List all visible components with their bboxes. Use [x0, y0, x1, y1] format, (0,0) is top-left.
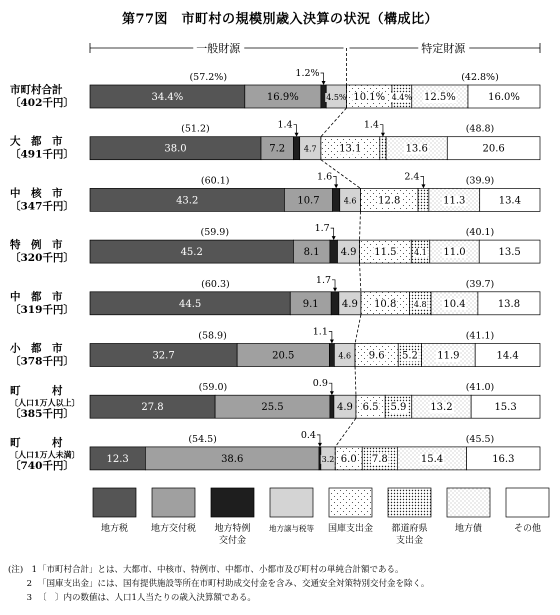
bar-rows: [10, 68, 540, 472]
callout-arrow: [318, 443, 322, 447]
row-label: 町 村: [10, 436, 63, 449]
bar-segment: [333, 188, 340, 211]
bar-segment: [331, 292, 339, 315]
bar-segment: [329, 344, 334, 367]
segment-value-label: 20.6: [482, 143, 505, 155]
segment-value-label: 4.9: [340, 247, 357, 259]
row-label: 市町村合計: [10, 84, 63, 96]
segment-value-label: 9.1: [302, 298, 319, 310]
callout-label: 1.7: [315, 274, 332, 286]
callout-arrow: [421, 184, 425, 188]
callout-arrow: [322, 81, 326, 85]
row-label: 〔人口1万人未満〕: [10, 449, 80, 460]
segment-value-label: 4.9: [341, 298, 358, 310]
row-label: 〔人口1万人以上〕: [10, 397, 80, 408]
general-total-label: (60.3): [201, 278, 230, 290]
general-total-label: (60.1): [200, 175, 230, 187]
segment-value-label: 34.4%: [151, 92, 184, 103]
segment-value-label: 4.8: [413, 299, 427, 309]
segment-value-label: 4.4%: [391, 93, 413, 102]
segment-value-label: 11.9: [437, 350, 460, 362]
general-total-label: (59.9): [200, 227, 230, 239]
specific-total-label: (45.5): [465, 433, 495, 445]
callout-label: 2.4: [404, 171, 420, 183]
footnote-text: 〔 〕内の数値は、人口1人当たりの歳入決算額である。: [38, 593, 256, 603]
legend-label: 地方特例: [214, 524, 251, 534]
section-header: [90, 40, 540, 56]
footnote-3: [8, 591, 556, 605]
segment-value-label: 13.6: [405, 143, 428, 155]
segment-value-label: 16.3: [492, 453, 515, 465]
legend-swatch: [506, 488, 549, 517]
bar-row: [10, 120, 540, 161]
segment-value-label: 6.5: [362, 402, 379, 414]
segment-value-label: 3.2: [321, 454, 335, 464]
footnotes: [8, 563, 556, 605]
legend-swatch: [211, 488, 254, 517]
row-label: 〔385千円〕: [10, 408, 74, 421]
legend-item: [151, 488, 196, 534]
segment-value-label: 9.6: [368, 350, 385, 362]
bar-row: [10, 275, 540, 316]
legend-label: 地方税: [100, 524, 129, 534]
segment-value-label: 12.5%: [423, 92, 456, 103]
bar-row: [10, 171, 540, 212]
general-total-label: (51.2): [181, 123, 210, 135]
segment-value-label: 15.4: [420, 453, 444, 465]
segment-value-label: 5.2: [401, 350, 418, 362]
row-label: 小 都 市: [10, 342, 63, 355]
legend-item: [506, 488, 549, 534]
segment-value-label: 4.1: [414, 248, 427, 258]
specific-total-label: (48.8): [465, 123, 495, 135]
bar-segment: [330, 395, 334, 418]
segment-value-label: 11.0: [443, 247, 466, 259]
segment-value-label: 12.8: [378, 195, 401, 207]
callout-arrow: [332, 236, 336, 240]
segment-value-label: 13.1: [339, 143, 362, 155]
legend-swatch: [388, 488, 431, 517]
callout-label: 1.7: [314, 223, 330, 235]
legend-item: [269, 488, 314, 533]
row-label: 〔740千円〕: [10, 459, 74, 472]
legend: [93, 488, 549, 546]
segment-value-label: 11.3: [443, 195, 466, 207]
callout-arrow: [334, 184, 338, 188]
segment-value-label: 7.2: [269, 143, 286, 155]
segment-value-label: 4.5%: [326, 93, 347, 102]
row-label: 〔347千円〕: [10, 200, 74, 213]
legend-label: 国庫支出金: [327, 524, 374, 534]
segment-value-label: 10.1%: [353, 92, 386, 103]
callout-label: 1.4: [277, 119, 293, 131]
segment-value-label: 13.8: [497, 298, 521, 310]
callout-label: 1.6: [317, 171, 333, 183]
chart-title: 第77図 市町村の規模別歳入決算の状況（構成比）: [121, 12, 439, 27]
specific-total-label: (41.1): [465, 330, 495, 342]
segment-value-label: 4.9: [336, 402, 353, 414]
footnote-2: [8, 577, 556, 591]
segment-value-label: 15.3: [494, 402, 517, 414]
footnote-text: 「国庫支出金」には、国有提供施設等所在市町村助成交付金を含み、交通安全対策特別交付金を除く。: [38, 579, 430, 589]
row-label: 町 村: [10, 385, 63, 398]
segment-value-label: 12.3: [106, 453, 129, 465]
legend-item: [328, 488, 373, 534]
legend-swatch: [93, 488, 136, 517]
segment-value-label: 4.7: [303, 144, 317, 154]
legend-label: 都道府県: [391, 524, 428, 534]
footnote-1: [8, 563, 556, 577]
legend-label: 地方債: [454, 524, 483, 534]
callout-label: 0.4: [300, 429, 316, 441]
bar-row: [10, 68, 540, 109]
specific-total-label: (40.1): [465, 227, 495, 239]
segment-value-label: 38.6: [221, 453, 244, 465]
legend-item: [93, 488, 136, 534]
legend-swatch: [329, 488, 372, 517]
bar-segment: [380, 137, 386, 160]
callout-label: 0.9: [312, 378, 328, 390]
row-label: 特 例 市: [10, 239, 63, 252]
segment-value-label: 13.4: [498, 195, 521, 207]
bar-row: [10, 327, 540, 368]
callout-arrow: [333, 288, 337, 292]
callout-label: 1.1: [312, 326, 328, 338]
bar-row: [10, 430, 540, 472]
row-label: 中 核 市: [10, 187, 63, 200]
legend-swatch: [447, 488, 490, 517]
row-label: 〔319千円〕: [10, 303, 74, 316]
callout-arrow: [330, 391, 334, 395]
segment-value-label: 45.2: [180, 247, 203, 259]
segment-value-label: 44.5: [178, 298, 202, 310]
segment-value-label: 6.0: [340, 453, 357, 465]
callout-arrow: [381, 133, 385, 137]
callout-arrow: [330, 340, 334, 344]
bar-segment: [418, 188, 429, 211]
row-label: 〔320千円〕: [10, 252, 74, 265]
specific-total-label: (42.8%): [461, 72, 499, 83]
segment-value-label: 10.8: [374, 298, 397, 310]
segment-value-label: 11.5: [374, 247, 397, 259]
segment-value-label: 4.6: [338, 351, 352, 361]
footnote-label: 2: [26, 579, 32, 589]
row-label: 大 都 市: [10, 135, 63, 148]
segment-value-label: 32.7: [152, 350, 175, 362]
segment-value-label: 4.6: [343, 196, 357, 206]
general-total-label: (54.5): [188, 433, 217, 445]
callout-label: 1.2%: [295, 68, 320, 79]
general-total-label: (57.2%): [189, 72, 228, 83]
segment-value-label: 10.7: [297, 195, 320, 207]
specific-group-label: 特定財源: [421, 42, 466, 55]
legend-item: [211, 488, 254, 546]
legend-label: 地方交付税: [150, 524, 197, 534]
legend-swatch: [270, 488, 313, 517]
legend-label: 交付金: [218, 536, 247, 546]
row-label: 中 都 市: [10, 290, 63, 303]
specific-total-label: (39.9): [465, 175, 495, 187]
segment-value-label: 8.1: [303, 247, 320, 259]
segment-value-label: 27.8: [141, 402, 164, 414]
segment-value-label: 16.0%: [488, 92, 520, 103]
segment-value-label: 43.2: [176, 195, 199, 207]
row-label: 〔491千円〕: [10, 148, 74, 161]
row-label: 〔402千円〕: [10, 97, 74, 109]
legend-swatch: [152, 488, 195, 517]
segment-value-label: 38.0: [164, 143, 187, 155]
segment-value-label: 7.8: [371, 453, 388, 465]
legend-label: 支出金: [395, 536, 424, 546]
callout-arrow: [295, 133, 299, 137]
bar-row: [10, 223, 540, 264]
specific-total-label: (39.7): [465, 278, 495, 290]
specific-total-label: (41.0): [465, 382, 495, 394]
segment-value-label: 10.4: [443, 298, 466, 310]
footnote-label: 3: [26, 593, 32, 603]
general-group-label: 一般財源: [196, 42, 241, 55]
segment-value-label: 5.9: [390, 402, 407, 414]
legend-item: [447, 488, 490, 534]
callout-label: 1.4: [363, 119, 379, 131]
footnote-text: 「市町村合計」とは、大都市、中核市、特例市、中都市、小都市及び町村の単純合計額である。: [38, 565, 404, 575]
segment-value-label: 16.9%: [266, 92, 299, 103]
general-total-label: (59.0): [198, 382, 228, 394]
row-label: 〔378千円〕: [10, 355, 74, 368]
legend-label: その他: [513, 524, 542, 534]
segment-value-label: 14.4: [496, 350, 519, 362]
bar-segment: [293, 137, 299, 160]
bar-row: [10, 378, 540, 420]
segment-value-label: 20.5: [272, 350, 295, 362]
segment-value-label: 13.5: [498, 247, 521, 259]
general-total-label: (58.9): [198, 330, 227, 342]
legend-label: 地方譲与税等: [269, 524, 314, 533]
legend-item: [388, 488, 431, 546]
segment-value-label: 13.2: [430, 402, 453, 414]
segment-value-label: 25.5: [261, 402, 284, 414]
footnote-label: (注) 1: [8, 565, 38, 575]
bar-segment: [330, 240, 338, 263]
